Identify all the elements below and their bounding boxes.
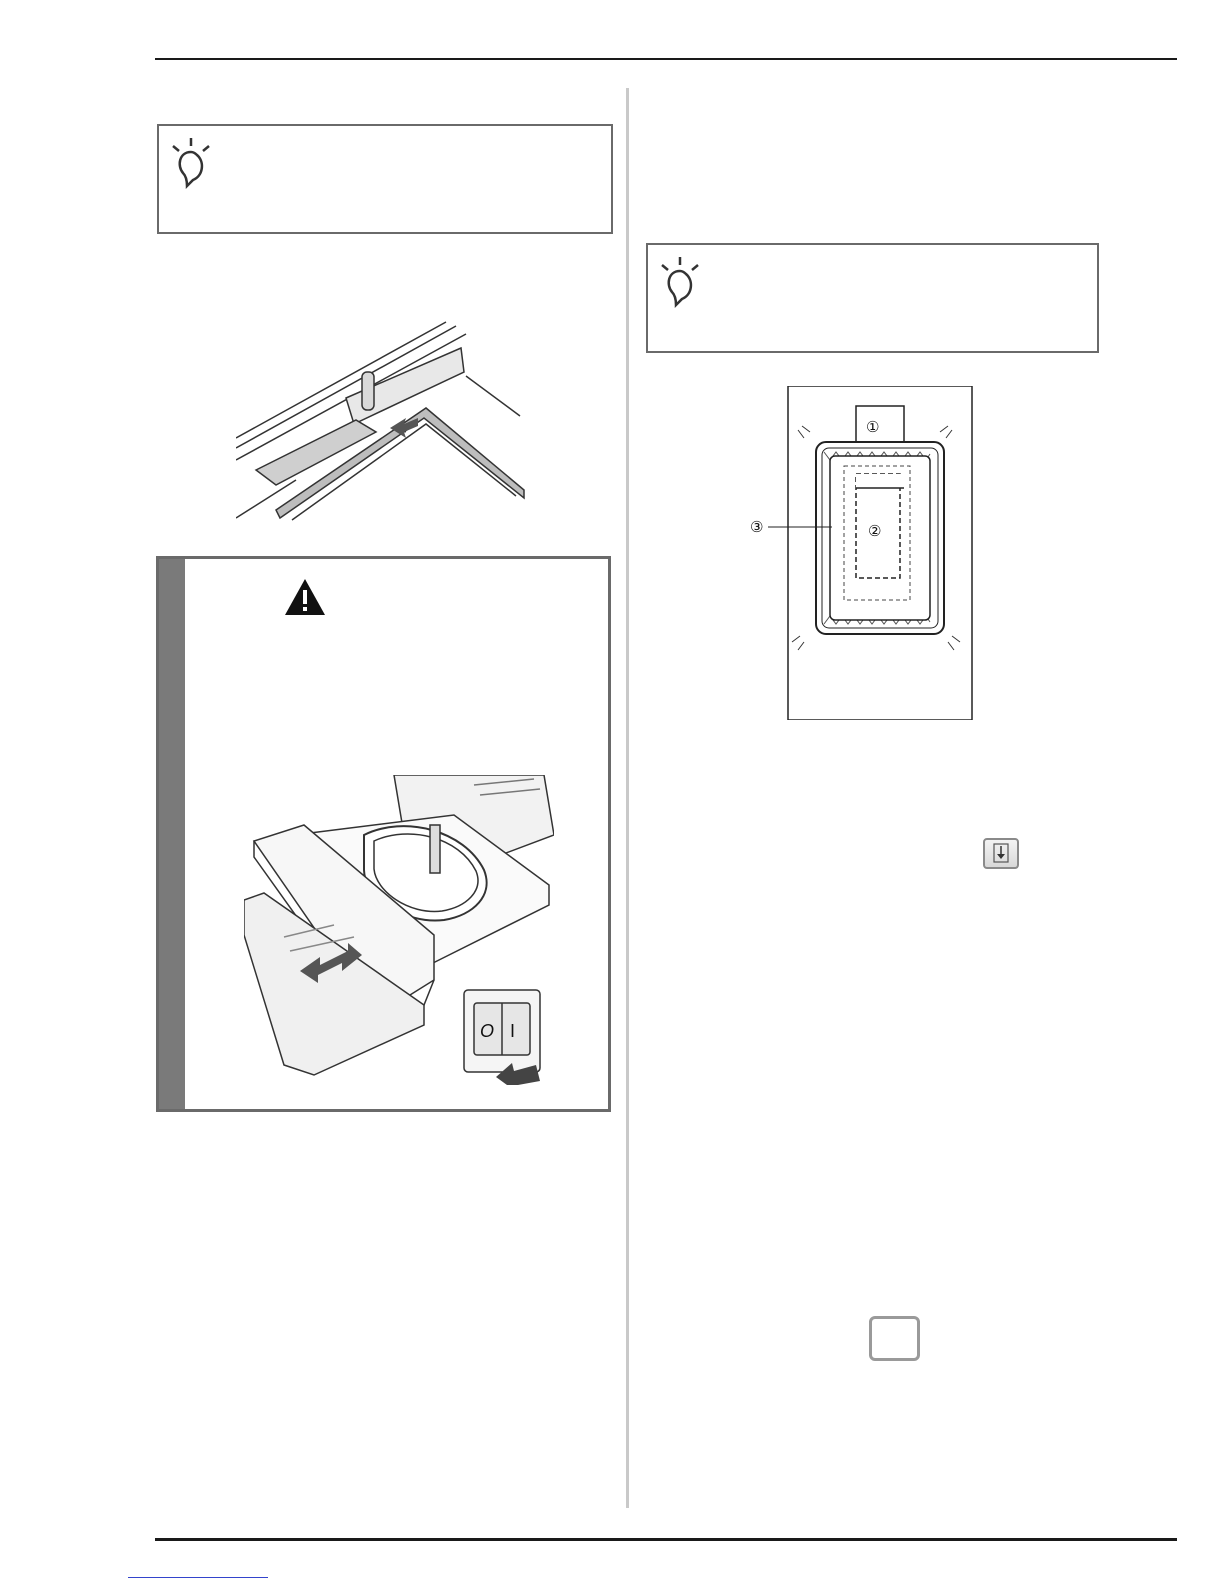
header-rule — [155, 58, 1177, 60]
footer-rule — [155, 1538, 1177, 1541]
hoop-fabric-diagram — [748, 386, 988, 720]
lightbulb-icon — [656, 255, 704, 313]
diagram-label-2: ② — [868, 522, 882, 540]
column-divider — [626, 88, 629, 1508]
note-box-right — [646, 243, 1099, 353]
needle-position-button-icon[interactable] — [983, 838, 1019, 869]
warning-triangle-icon — [283, 577, 327, 617]
machine-embroidery-unit-illustration — [244, 775, 554, 1085]
switch-off-symbol: O — [480, 1021, 495, 1041]
switch-on-symbol: I — [510, 1021, 516, 1041]
warning-side-bar — [159, 559, 185, 1109]
power-switch — [464, 990, 540, 1085]
footer-link-underline — [128, 1577, 268, 1578]
diagram-label-1: ① — [866, 418, 880, 436]
key-button-icon[interactable] — [869, 1316, 920, 1361]
note-box-left — [157, 124, 613, 234]
diagram-label-3: ③ — [750, 518, 764, 536]
lightbulb-icon — [167, 136, 215, 194]
hoop-attach-illustration — [236, 320, 536, 525]
